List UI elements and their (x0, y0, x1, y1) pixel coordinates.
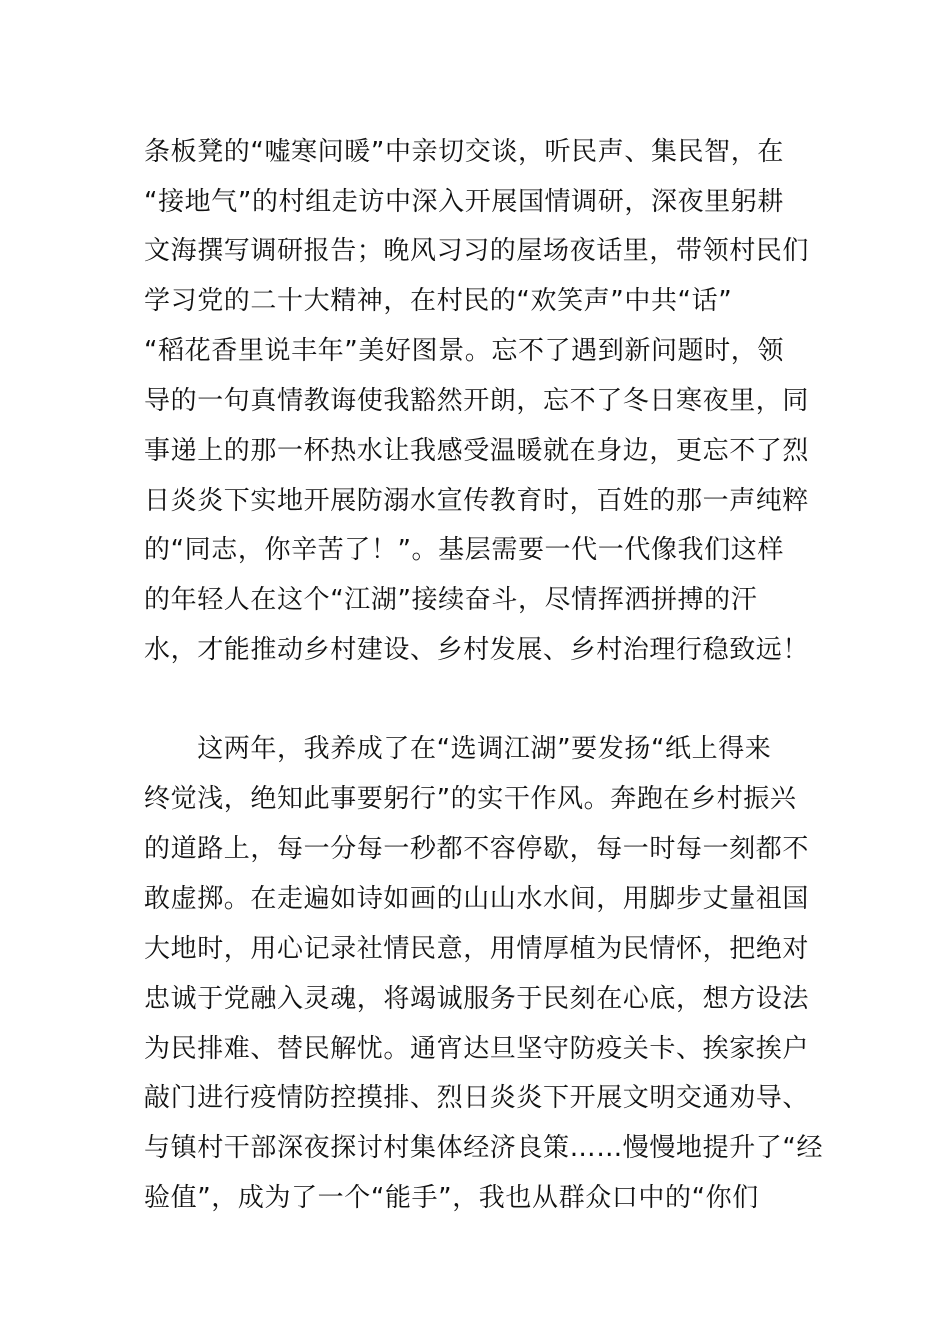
text-line: 日炎炎下实地开展防溺水宣传教育时，百姓的那一声纯粹 (144, 486, 810, 516)
text-line: 事递上的那一杯热水让我感受温暖就在身边，更忘不了烈 (144, 436, 810, 466)
text-line: 敲门进行疫情防控摸排、烈日炎炎下开展文明交通劝导、 (144, 1083, 810, 1113)
text-line: 终觉浅，绝知此事要躬行”的实干作风。奔跑在乡村振兴 (144, 784, 797, 814)
text-line: 文海撰写调研报告；晚风习习的屋场夜话里，带领村民们 (144, 236, 810, 266)
text-line: 的道路上，每一分每一秒都不容停歇，每一时每一刻都不 (144, 834, 810, 864)
text-line: “稻花香里说丰年”美好图景。忘不了遇到新问题时，领 (144, 336, 784, 366)
text-line: 这两年，我养成了在“选调江湖”要发扬“纸上得来 (144, 734, 772, 764)
text-line: 忠诚于党融入灵魂，将竭诚服务于民刻在心底，想方设法 (144, 984, 810, 1014)
text-line: 验值”，成为了一个“能手”，我也从群众口中的“你们 (144, 1183, 759, 1213)
text-line: 学习党的二十大精神，在村民的“欢笑声”中共“话” (144, 286, 733, 316)
text-line: 大地时，用心记录社情民意，用情厚植为民情怀，把绝对 (144, 934, 810, 964)
text-line: 为民排难、替民解忧。通宵达旦坚守防疫关卡、挨家挨户 (144, 1034, 810, 1064)
text-line: 的“同志，你辛苦了！”。基层需要一代一代像我们这样 (144, 535, 784, 565)
text-line: 导的一句真情教诲使我豁然开朗，忘不了冬日寒夜里，同 (144, 386, 810, 416)
text-line: 水，才能推动乡村建设、乡村发展、乡村治理行稳致远！ (144, 635, 810, 665)
text-line: 敢虚掷。在走遍如诗如画的山山水水间，用脚步丈量祖国 (144, 884, 810, 914)
text-line: “接地气”的村组走访中深入开展国情调研，深夜里躬耕 (144, 187, 784, 217)
text-line: 的年轻人在这个“江湖”接续奋斗，尽情挥洒拼搏的汗 (144, 585, 758, 615)
text-line: 条板凳的“嘘寒问暖”中亲切交谈，听民声、集民智，在 (144, 137, 784, 167)
text-line: 与镇村干部深夜探讨村集体经济良策……慢慢地提升了“经 (144, 1133, 824, 1163)
